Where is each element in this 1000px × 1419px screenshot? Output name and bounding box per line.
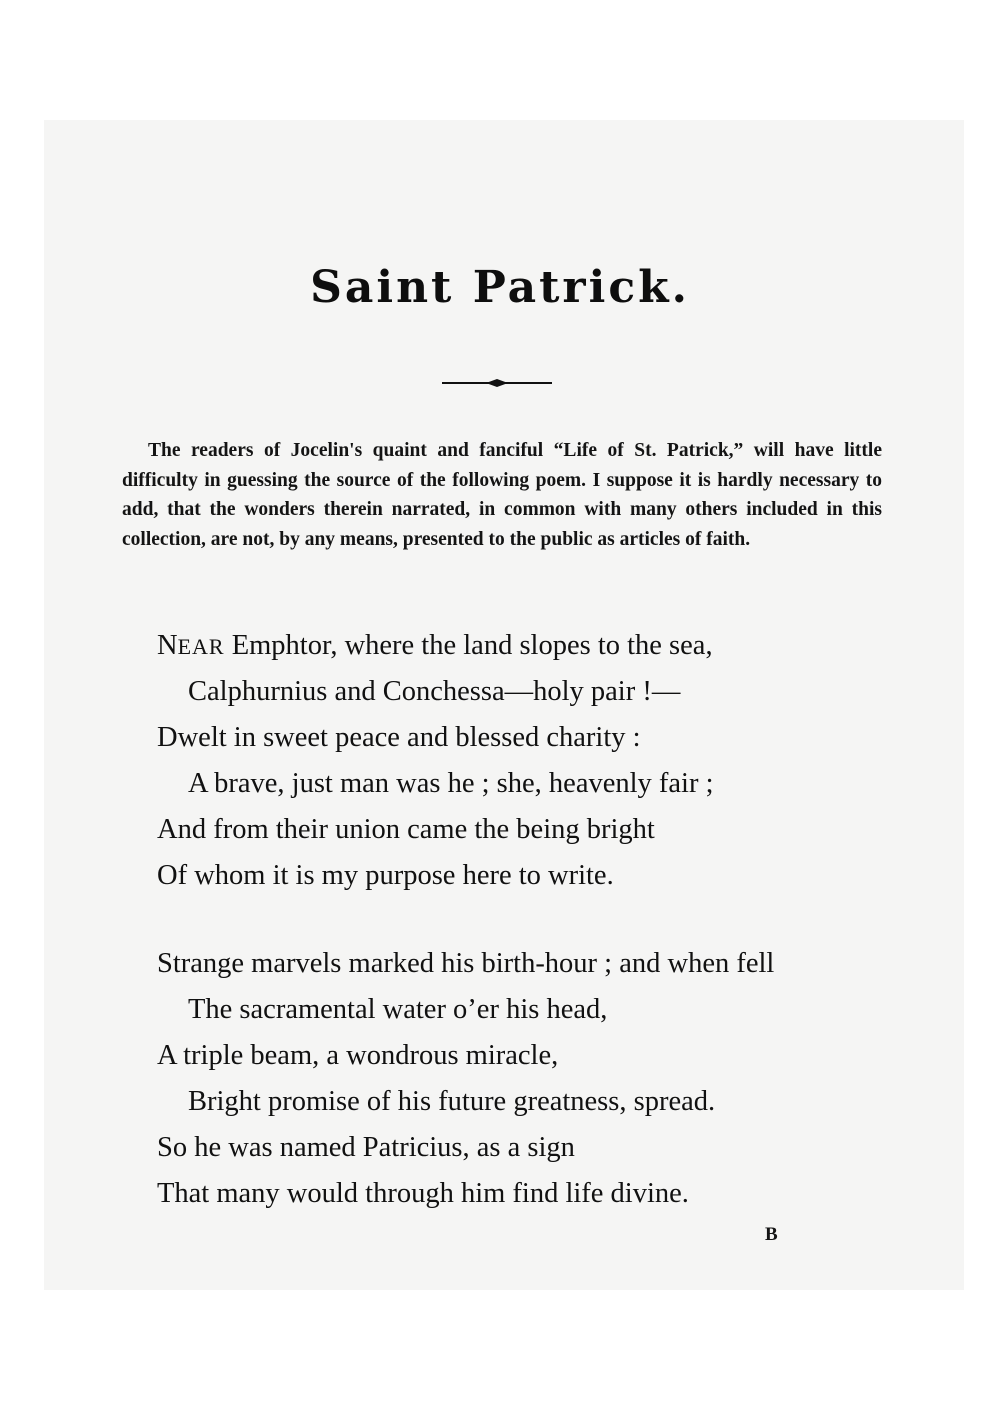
verse-line: Dwelt in sweet peace and blessed charity : (157, 722, 641, 753)
intro-paragraph (122, 436, 882, 554)
verse-line (157, 630, 713, 662)
signature-mark: B (765, 1224, 778, 1245)
verse-line: Of whom it is my purpose here to write. (157, 860, 614, 891)
verse-line: Calphurnius and Conchessa—holy pair !— (188, 676, 681, 707)
verse-line: That many would through him find life divine. (157, 1178, 689, 1209)
verse-line: A brave, just man was he ; she, heavenly fair ; (188, 768, 714, 799)
verse-line: A triple beam, a wondrous miracle, (157, 1040, 559, 1071)
small-caps-word: EAR (177, 634, 225, 659)
page-title: Saint Patrick. (310, 262, 690, 313)
verse-line: So he was named Patricius, as a sign (157, 1132, 575, 1163)
intro-text: The readers of Jocelin's quaint and fanciful “Life of St. Patrick,” will have little difficulty in guessing the source of the following poem. I suppose it is hardly necessary to add, that the wonders therein narrated, in common with many others included in this collection, are not, by any means, presented to the public as articles of faith. (122, 440, 882, 550)
ornament-divider (442, 378, 552, 388)
verse-line: Strange marvels marked his birth-hour ; and when fell (157, 948, 775, 979)
verse-line: The sacramental water o’er his head, (188, 994, 608, 1025)
verse-text: Emphtor, where the land slopes to the sea, (224, 630, 713, 661)
drop-initial: N (157, 630, 178, 661)
verse-line: And from their union came the being bright (157, 814, 655, 845)
verse-line: Bright promise of his future greatness, spread. (188, 1086, 716, 1117)
